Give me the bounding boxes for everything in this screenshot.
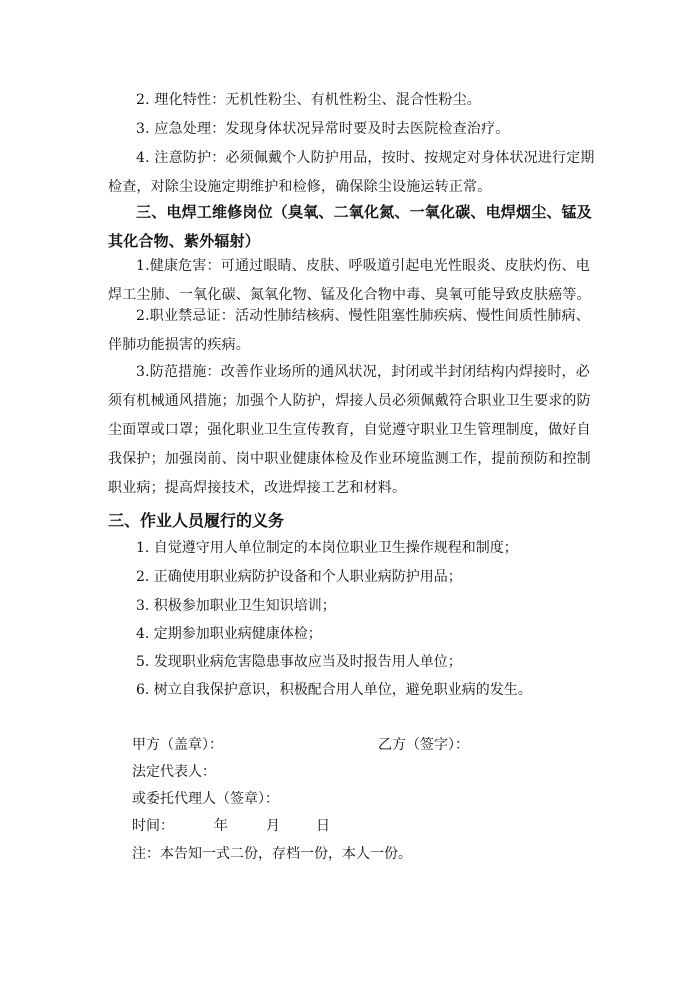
year-label: 年: [214, 818, 228, 834]
party-a-label: 甲方（盖章）：: [132, 737, 223, 753]
authorized-agent-label: 或委托代理人（签章）：: [132, 791, 279, 807]
dust-protection-item: 4. 注意防护：必须佩戴个人防护用品，按时、按规定对身体状况进行定期检查，对除尘设施定期维护和检修，确保除尘设施运转正常。: [108, 150, 595, 195]
party-b-label: 乙方（签字）：: [378, 737, 469, 753]
obligation-item: 3. 积极参加职业卫生知识培训；: [136, 598, 336, 614]
footnote: 注：本告知一式二份，存档一份，本人一份。: [132, 846, 412, 862]
day-label: 日: [316, 818, 330, 834]
obligations-heading: 三、作业人员履行的义务: [108, 511, 285, 530]
legal-representative-label: 法定代表人：: [132, 764, 216, 780]
dust-property-item: 2. 理化特性：无机性粉尘、有机性粉尘、混合性粉尘。: [136, 92, 482, 108]
obligation-item: 5. 发现职业病危害隐患事故应当及时报告用人单位；: [136, 654, 462, 670]
obligation-item: 6. 树立自我保护意识，积极配合用人单位，避免职业病的发生。: [136, 682, 532, 698]
obligation-item: 2. 正确使用职业病防护设备和个人职业病防护用品；: [136, 569, 462, 585]
welding-contraindication: 2.职业禁忌证：活动性肺结核病、慢性阻塞性肺疾病、慢性间质性肺病、伴肺功能损害的疾病。: [108, 308, 590, 353]
welding-post-subheading: 三、电焊工维修岗位（臭氧、二氧化氮、一氧化碳、电焊烟尘、锰及其化合物、紫外辐射）: [108, 203, 593, 250]
time-label: 时间：: [132, 818, 174, 834]
obligation-item: 1. 自觉遵守用人单位制定的本岗位职业卫生操作规程和制度；: [136, 540, 518, 556]
dust-emergency-item: 3. 应急处理：发现身体状况异常时要及时去医院检查治疗。: [136, 121, 510, 137]
welding-prevention: 3.防范措施：改善作业场所的通风状况，封闭或半封闭结构内焊接时，必须有机械通风措施；加强个人防护，焊接人员必须佩戴符合职业卫生要求的防尘面罩或口罩；强化职业卫生宣传教育，自觉遵守职业卫生管理制度，做好自我保护；加强岗前、岗中职业健康体检及作业环境监测工作，提前预防和控制职业病；提高焊接技术，改进焊接工艺和材料。: [108, 364, 591, 496]
welding-health-hazard: 1.健康危害：可通过眼睛、皮肤、呼吸道引起电光性眼炎、皮肤灼伤、电焊工尘肺、一氧化碳、氮氧化物、锰及化合物中毒、臭氧可能导致皮肤癌等。: [108, 258, 591, 303]
month-label: 月: [266, 818, 280, 834]
obligation-item: 4. 定期参加职业病健康体检；: [136, 626, 322, 642]
